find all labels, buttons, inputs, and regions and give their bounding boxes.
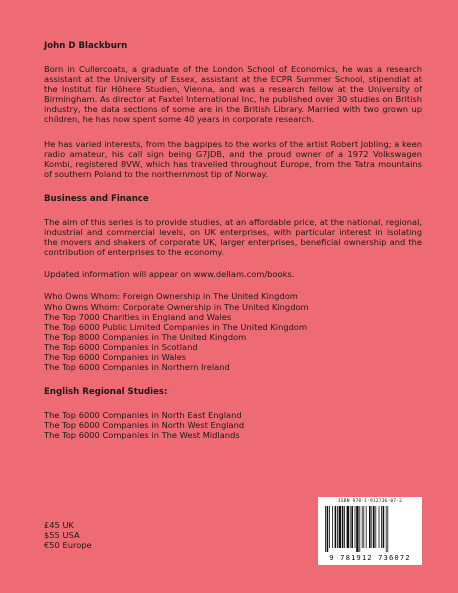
barcode-bar	[363, 506, 364, 548]
barcode-bar	[337, 506, 338, 548]
isbn-barcode	[318, 497, 422, 565]
list-item: The Top 6000 Companies in Northern Ireland	[44, 362, 230, 373]
barcode-bar	[339, 506, 341, 548]
barcode-bar	[355, 506, 356, 548]
author-heading: John D Blackburn	[44, 41, 128, 51]
barcode-bar	[387, 506, 388, 552]
list-item: The Top 7000 Charities in England and Wales	[44, 311, 232, 322]
barcode-bar	[386, 506, 387, 552]
barcode-bar	[332, 506, 333, 548]
barcode-bar	[351, 506, 353, 548]
author-bio: Born in Cullercoats, a graduate of the London School of Economics, he was a research assistant at the University of Essex, assistant at the ECPR Summer School, stipendiat at the Institut für Höhere Studien, Vienna, and was a research fellow at the University of Birmingham. As director at Faxtel International Inc, he published over 30 studies on British industry, the data sections of some are in the British Library. Married with two grown up children, he has now spent some 40 years in corporate research.	[44, 64, 422, 125]
barcode-icon	[324, 506, 416, 552]
barcode-bar	[347, 506, 349, 548]
barcode-bar	[329, 506, 330, 548]
list-item: Who Owns Whom: Foreign Ownership in The United Kingdom	[44, 291, 298, 302]
ean-digits: 9 781912 736072	[329, 553, 411, 562]
barcode-bar	[325, 506, 326, 552]
list-item: The Top 6000 Companies in North West England	[44, 420, 245, 431]
list-item: The Top 8000 Companies in The United Kingdom	[44, 331, 247, 342]
isbn-label: ISBN 978-1-912736-07-2	[337, 499, 402, 504]
back-cover-text	[44, 40, 422, 440]
list-item: The Top 6000 Companies in The West Midlands	[44, 430, 240, 441]
list-item: Who Owns Whom: Corporate Ownership in The United Kingdom	[44, 301, 309, 312]
barcode-bar	[369, 506, 371, 548]
updated-info: Updated information will appear on www.dellam.com/books.	[44, 269, 295, 280]
price-europe: €50 Europe	[44, 540, 92, 551]
list-item: The Top 6000 Companies in Scotland	[44, 341, 198, 352]
regional-titles-list	[44, 410, 422, 440]
business-heading: Business and Finance	[44, 193, 149, 204]
barcode-bar	[362, 506, 363, 548]
barcode-bar	[366, 506, 367, 548]
regional-heading: English Regional Studies:	[44, 387, 168, 398]
barcode-bar	[356, 506, 358, 552]
list-item: The Top 6000 Companies in North East England	[44, 410, 242, 421]
list-item: The Top 6000 Public Limited Companies in The United Kingdom	[44, 321, 308, 332]
barcode-bar	[350, 506, 351, 548]
barcode-bar	[381, 506, 382, 548]
price-usa: $55 USA	[44, 530, 80, 541]
price-uk: £45 UK	[44, 520, 74, 530]
barcode-bar	[383, 506, 385, 548]
barcode-bar	[327, 506, 329, 552]
barcode-bar	[375, 506, 376, 548]
list-item: The Top 6000 Companies in Wales	[44, 351, 187, 362]
price-list	[44, 520, 92, 550]
barcode-bar	[373, 506, 375, 548]
barcode-bar	[371, 506, 372, 548]
barcode-bar	[342, 506, 344, 548]
business-titles-list	[44, 291, 422, 372]
barcode-bar	[344, 506, 345, 548]
barcode-bar	[379, 506, 380, 548]
barcode-bar	[359, 506, 360, 552]
author-interests: He has varied interests, from the bagpipes to the works of the artist Robert Jobling; a keen radio amateur, his call sign being G7JDB, and the proud owner of a 1972 Volkswagen Kombi, registered 8VW, which has travelled throughout Europe, from the Tatra mountains of southern Poland to the northernmost tip of Norway.	[44, 138, 422, 179]
series-aim: The aim of this series is to provide studies, at an affordable price, at the national, regional, industrial and commercial levels, on UK enterprises, with particular interest in isolating the movers and shakers of corporate UK, larger enterprises, beneficial ownership and the contribution of enterprises to the economy.	[44, 216, 423, 258]
barcode-bar	[335, 506, 337, 548]
